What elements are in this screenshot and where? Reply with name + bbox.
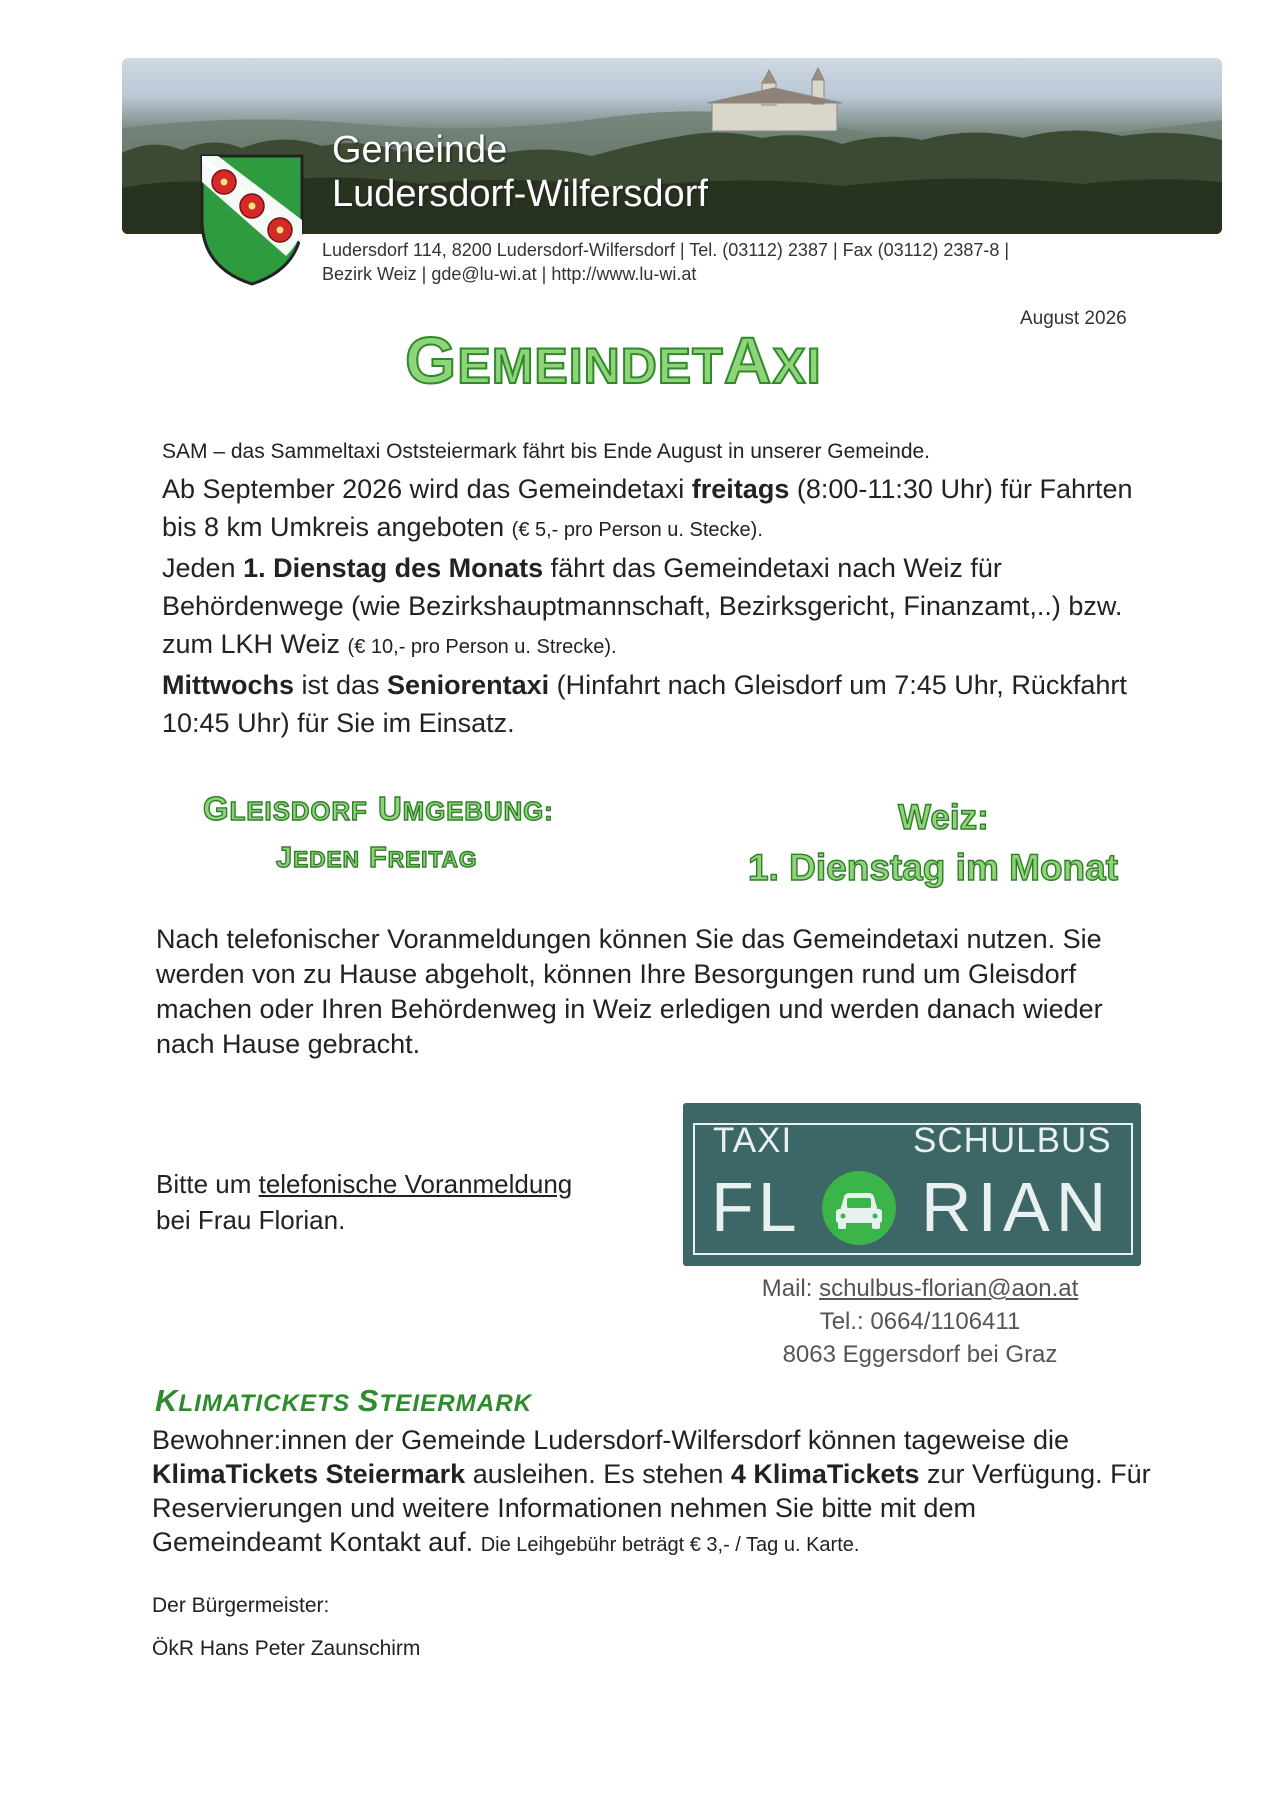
text-segment: Ab September 2026 wird das Gemeindetaxi [162, 474, 692, 504]
contact-address: 8063 Eggersdorf bei Graz [782, 1341, 1058, 1368]
signature-role: Der Bürgermeister: [152, 1594, 330, 1617]
fee-note: Die Leihgebühr beträgt € 3,- / Tag u. Karte. [480, 1534, 860, 1556]
heading-weiz: Weiz: [898, 798, 989, 837]
logo-rian-text: RIAN [921, 1168, 1113, 1246]
contact-tel: Tel.: 0664/1106411 [819, 1308, 1021, 1335]
bold-segment: 1. Dienstag des Monats [243, 553, 544, 583]
logo-taxi-text: TAXI [713, 1121, 793, 1160]
contact-mail [700, 1272, 1140, 1305]
text-segment: Jeden [162, 553, 244, 583]
heading-rest: TEIERMARK [379, 1390, 533, 1417]
text-segment: (Hinfahrt nach Gleisdorf um 7:45 Uhr, Rückfahrt 10:45 Uhr) für Sie im Einsatz. [162, 670, 1127, 738]
heading-initial: J [276, 842, 294, 874]
heading-initial: S [357, 1383, 380, 1418]
call-line2: bei Frau Florian. [156, 1205, 346, 1235]
logo-schulbus-text: SCHULBUS [913, 1121, 1112, 1160]
price-note: (€ 10,- pro Person u. Strecke). [347, 636, 617, 658]
heading-rest: EDEN [293, 847, 360, 872]
title-part2: XI [772, 338, 822, 394]
bold-segment: freitags [691, 474, 790, 504]
heading-jeden-freitag [276, 842, 478, 875]
heading-rest: LEISDORF [229, 798, 368, 826]
title-letter-a: A [723, 323, 773, 397]
bold-segment: KlimaTickets Steiermark [152, 1459, 466, 1489]
address-line1: Ludersdorf 114, 8200 Ludersdorf-Wilfersdorf | Tel. (03112) 2387 | Fax (03112) 2387-8 | [322, 240, 1010, 260]
title-line1: Gemeinde [332, 129, 508, 171]
paragraph-dienstag [162, 549, 1162, 666]
heading-klimatickets [155, 1383, 532, 1419]
bold-segment: 4 KlimaTickets [730, 1459, 920, 1489]
bold-segment: Seniorentaxi [387, 670, 550, 700]
text-segment: zur Verfügung. Für Reservierungen und weitere Informationen nehmen Sie bitte mit dem Gemeindeamt Kontakt auf. [152, 1459, 1151, 1557]
car-icon [822, 1171, 896, 1245]
title-part1: EMEINDET [457, 338, 724, 394]
heading-initial: K [155, 1383, 179, 1418]
title-letter-g: G [405, 323, 458, 397]
document-date: August 2026 [1020, 308, 1127, 329]
signature-name: ÖkR Hans Peter Zaunschirm [152, 1637, 421, 1660]
heading-initial: U [377, 790, 403, 827]
call-to-action [156, 1166, 572, 1238]
bold-segment: Mittwochs [162, 670, 294, 700]
text-segment: Bewohner:innen der Gemeinde Ludersdorf-Wilfersdorf können tageweise die [152, 1425, 1070, 1455]
heading-initial: G [203, 790, 230, 827]
coat-of-arms-logo [196, 150, 308, 290]
mail-link[interactable]: schulbus-florian@aon.at [819, 1275, 1079, 1302]
price-note: (€ 5,- pro Person u. Stecke). [511, 519, 763, 541]
heading-rest: REITAG [387, 847, 478, 872]
heading-gleisdorf-umgebung [203, 790, 554, 828]
page-title [405, 322, 822, 398]
address-line2: Bezirk Weiz | gde@lu-wi.at | http://www.lu-wi.at [322, 264, 697, 284]
usage-paragraph: Nach telefonischer Voranmeldungen können Sie das Gemeindetaxi nutzen. Sie werden von zu Hause abgeholt, können Ihre Besorgungen rund um Gleisdorf machen oder Ihren Behördenweg in Weiz erledigen und werden danach wieder nach Hause gebracht. [156, 924, 1103, 1059]
paragraph-freitags [162, 470, 1162, 549]
heading-initial: F [369, 842, 388, 874]
title-line2: Ludersdorf-Wilfersdorf [332, 173, 708, 215]
heading-dienstag-im-monat: 1. Dienstag im Monat [748, 847, 1119, 888]
klima-paragraph [152, 1423, 1152, 1562]
logo-fl-text: FL [711, 1168, 801, 1246]
text-segment: fährt das Gemeindetaxi nach Weiz für Behördenwege (wie Bezirkshauptmannschaft, Bezirksgericht, Finanzamt,..) bzw. zum LKH Weiz [162, 553, 1123, 659]
intro-paragraph [162, 470, 1162, 742]
paragraph-mittwochs [162, 666, 1162, 742]
municipality-name [332, 128, 708, 216]
text-segment: (8:00-11:30 Uhr) für Fahrten bis 8 km Umkreis angeboten [162, 474, 1133, 542]
call-line1 [156, 1166, 572, 1202]
mail-label: Mail: [761, 1275, 820, 1302]
contact-address [322, 238, 1202, 286]
heading-rest: MGEBUNG: [402, 798, 554, 826]
text-segment: ausleihen. Es stehen [465, 1459, 731, 1489]
text-segment: Bitte um [156, 1169, 259, 1199]
intro-line: SAM – das Sammeltaxi Oststeiermark fährt bis Ende August in unserer Gemeinde. [162, 440, 931, 463]
heading-rest: LIMATICKETS [178, 1390, 358, 1417]
text-segment: ist das [294, 670, 388, 700]
taxi-florian-logo [683, 1103, 1141, 1266]
phone-registration-link[interactable]: telefonische Voranmeldung [258, 1169, 573, 1199]
taxi-contact [700, 1272, 1140, 1371]
